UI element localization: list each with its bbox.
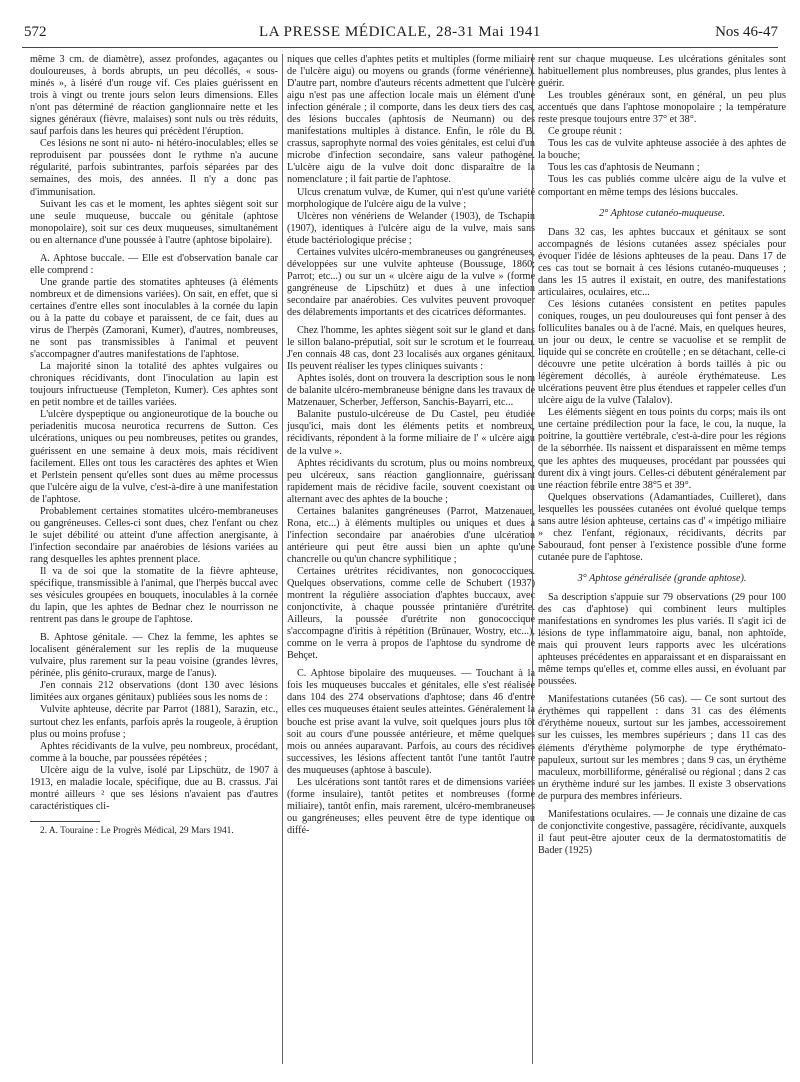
footnote-rule [30,821,100,822]
paragraph: C. Aphtose bipolaire des muqueuses. — Touchant à la fois les muqueuses buccales et génitales, elle s'est réalisée dans 104 des 274 observations d'aphtose; dans 46 d'entre elles ces muqueuses étaient seules atteintes. Généralement la bouche est prise avant la vulve, soit quelques jours plus tôt soit au cours d'une poussée antérieure, et même quelques mois ou années auparavant. Parfois, au cours des récidives successives, les lésions affectent tantôt l'une tantôt l'autre des muqueuses (aphtose à bascule). [287,668,535,776]
paragraph: Tous les cas publiés comme ulcère aigu de la vulve et comportant en même temps des lésions buccales. [538,174,786,198]
paragraph: niques que celles d'aphtes petits et multiples (forme miliaire de l'ulcère aigu) ou moyens ou grands (forme vénérienne). D'autre part, nombre d'auteurs récents admettent que l'ulcère aigu n'est pas une affection locale mais un élément d'une infection générale ; il comporte, dans les deux tiers des cas, des lésions buccales (aphtosis de Neumann) ou des manifestations multiples à distance. Enfin, le rôle du B. crassus, saprophyte normal des voies génitales, est celui d'un microbe d'infection secondaire, sans valeur pathogène. L'ulcère aigu de la vulve doit donc disparaître de la nomenclature ; il fait partie de l'aphtose. [287,54,535,186]
paragraph: rent sur chaque muqueuse. Les ulcérations génitales sont habituellement plus nombreuses, plus grandes, plus lentes à guérir. [538,54,786,90]
paragraph: Probablement certaines stomatites ulcéro-membraneuses ou gangréneuses. Celles-ci sont dues, chez l'enfant ou chez le sujet débilité ou atteint d'une affection anergisante, à l'infection secondaire par anaérobies de lésions variées au rang desquelles les aphtes prennent place. [30,505,278,565]
paragraph: Une grande partie des stomatites aphteuses (à éléments nombreux et de dimensions variées). On sait, en effet, que si certaines d'entre elles sont inoculables à la cornée du lapin ou à la patte du cobaye et paraissent, de ce fait, dues au virus de l'herpès (Zamorani, Kumer), d'autres, nombreuses, ne sont pas transmissibles à l'animal et peuvent s'accompagner d'autres manifestations de l'aphtose. [30,276,278,361]
column-divider-1 [282,54,283,1064]
paragraph: Les troubles généraux sont, en général, un peu plus accentués que dans l'aphtose monopolaire ; la température reste presque toujours entre 37° et 38°. [538,90,786,126]
text-column-2 [287,54,535,837]
paragraph: Ce groupe réunit : [548,126,622,138]
paragraph: Chez l'homme, les aphtes siègent soit sur le gland et dans le sillon balano-préputial, soit sur le scrotum et le fourreau. J'en connais 48 cas, dont 23 localisés aux organes génitaux. Ils peuvent réaliser les types cliniques suivants : [287,325,535,373]
header-rule [22,47,778,48]
paragraph: Tous les cas de vulvite aphteuse associée à des aphtes de la bouche; [538,138,786,162]
page-header [22,24,778,44]
paragraph: Ulcère aigu de la vulve, isolé par Lipschütz, de 1907 à 1913, en maladie locale, spécifique, due au B. crassus. J'ai montré ailleurs ² que ses lésions n'avaient pas d'autres caractéristiques cli- [30,764,278,812]
paragraph: Manifestations cutanées (56 cas). — Ce sont surtout des érythèmes qui rappellent : dans 31 cas des éléments d'érythème noueux, surtout sur les jambes, accessoirement sur les cuisses, les membres supérieurs ; dans 11 cas des éléments d'érythème polymorphe de type érythémato-papuleux, surtout sur les membres ; dans 9 cas, un érythème maculeux, morbilliforme, généralisé ou régional ; dans 2 cas un érythème induré sur les jambes. Il existe 3 observations de purpura des membres inférieurs. [538,694,786,802]
column-divider-2 [532,54,533,1064]
journal-title: LA PRESSE MÉDICALE, 28-31 Mai 1941 [258,24,542,40]
paragraph: Certaines balanites gangréneuses (Parrot, Matzenauer, Rona, etc...) à éléments multiples ou uniques et dues à l'infection secondaire par anaérobies d'une ulcération antérieure qui peut être aussi bien un aphte qu'une chancrelle ou qu'un chancre syphilitique ; [287,505,535,565]
paragraph: Aphtes récidivants du scrotum, plus ou moins nombreux, peu ulcéreux, sans réaction ganglionnaire, guérissant rapidement mais de récidive facile, souvent coexistant ou alternant avec des aphtes de la bouche ; [287,457,535,505]
paragraph: B. Aphtose génitale. — Chez la femme, les aphtes se localisent généralement sur les replis de la muqueuse vulvaire, plus rarement sur la peau voisine (grandes lèvres, périnée, plis génito-cruraux, marge de l'anus). [30,632,278,680]
paragraph: Quelques observations (Adamantiades, Cuilleret), dans lesquelles les poussées cutanées ont évolué quelque temps sans autre lésion aphteuse, certains cas d' « impétigo miliaire » chez l'enfant, régionaux, récidivants, décrits par Sabouraud, font penser à l'existence possible d'une forme cutanée pure de l'aphtose. [538,491,786,563]
paragraph: Ces lésions ne sont ni auto- ni hétéro-inoculables; elles se reproduisent par poussées dont le rythme n'a aucune régularité, parfois subintrantes, parfois séparées par des semaines, des mois, des années. Il n'y a donc pas d'immunisation. [30,138,278,198]
paragraph: Les éléments siègent en tous points du corps; mais ils ont une certaine prédilection pour la face, le cou, la nuque, la poitrine, la gouttière vertébrale, c'est-à-dire pour les régions de la séborrhée. Ils naissent et disparaissent en même temps que les aphtes des muqueuses, procédant par poussées qui durent dix à vingt jours. Celles-ci débutent généralement par une réaction fébrile entre 38°5 et 39°. [538,407,786,491]
paragraph: J'en connais 212 observations (dont 130 avec lésions limitées aux organes génitaux) publiées sous les noms de : [30,680,278,704]
issue-number: Nos 46-47 [715,24,778,40]
paragraph: Il va de soi que la stomatite de la fièvre aphteuse, spécifique, transmissible à l'animal, que l'herpès buccal avec ses vésicules groupées en bouquets, inoculables à la cornée du lapin, que les aphtes de Bednar chez le nourrisson ne rentrent pas dans le groupe de l'aphtose. [30,565,278,626]
paragraph: Les ulcérations sont tantôt rares et de dimensions variées (forme insulaire), tantôt petites et nombreuses (forme miliaire), tantôt enfin, mais rarement, ulcéro-membraneuses ou gangréneuses; elles peuvent être de type identique ou diffé- [287,776,535,836]
paragraph: Aphtes isolés, dont on trouvera la description sous le nom de balanite ulcéro-membraneuse bénigne dans les travaux de Matzenauer, Scherber, Jefferson, Sanchis-Bayarri, etc... [287,373,535,409]
paragraph: L'ulcère dyspeptique ou angioneurotique de la bouche ou periadenitis mucosa neurotica recurrens de Sutton. Ces ulcérations, uniques ou peu nombreuses, petites ou grandes, guérissent en une semaine à deux mois, mais récidivent facilement. Elles ont tous les caractères des aphtes et Wien et Perlstein pensent qu'elles sont dues au même processus que l'ulcère aigu de la vulve, c'est-à-dire à une manifestation de l'aphtose. [30,409,278,505]
paragraph: Certaines urétrites récidivantes, non gonococciques. Quelques observations, comme celle de Schubert (1937) montrent la régulière association d'aphtes buccaux, avec conjonctivite, à chaque poussée printanière d'urétrite. Ailleurs, la poussée d'urétrite non gonococcique s'accompagne d'iritis à répétition (Brünauer, Wostry, etc...), comme on le verra à propos de l'aphtose du syndrome de Behçet. [287,565,535,662]
paragraph: Aphtes récidivants de la vulve, peu nombreux, procédant, comme à la bouche, par poussées répétées ; [30,740,278,764]
paragraph: A. Aphtose buccale. — Elle est d'observation banale car elle comprend : [30,252,278,276]
text-column-1 [30,54,278,837]
paragraph: Dans 32 cas, les aphtes buccaux et génitaux se sont accompagnés de lésions cutanées assez spéciales pour évoquer l'idée de lésions aphteuses de la peau. Dans 17 de ces cas tout se bornait à ces lésions cutanéo-muqueuses ; dans les 15 autres il existait, en outre, des manifestations articulaires, oculaires, etc... [538,226,786,298]
paragraph: Certaines vulvites ulcéro-membraneuses ou gangréneuses, développées sur une vulvite aphteuse (Boussuge, 1860; Parrot; etc...) ou sur un « ulcère aigu de la vulve » (forme gangréneuse de Lipschütz) et dues à une infection secondaire par anaérobies. Ces vulvites peuvent provoquer des délabrements importants et des cicatrices déformantes. [287,246,535,318]
page-number: 572 [24,24,47,40]
paragraph: Balanite pustulo-ulcéreuse de Du Castel, peu étudiée jusqu'ici, mais dont les éléments petits et nombreux, récidivants, répondent à la forme miliaire de l' « ulcère aigu de la vulve ». [287,409,535,457]
text-column-3 [538,54,786,857]
paragraph: Tous les cas d'aphtosis de Neumann ; [548,162,700,174]
paragraph: Sa description s'appuie sur 79 observations (29 pour 100 des cas d'aphtose) qui combinent leurs multiples manifestations en syndromes les plus variés. Il s'agit ici de lésions de type inflammatoire aigu, banal, non aphtoïde, mais qui prouvent leurs rapports avec les ulcérations aphteuses précédentes en apparaissant et en disparaissant en même temps qu'elles et, comme elles aussi, en évoluant par poussées. [538,591,786,688]
paragraph: Vulvite aphteuse, décrite par Parrot (1881), Sarazin, etc., surtout chez les enfants, parfois après la rougeole, à éruption plus ou moins profuse ; [30,704,278,740]
paragraph: Manifestations oculaires. — Je connais une dizaine de cas de conjonctivite congestive, passagère, récidivante, auxquels il faut peut-être ajouter ceux de la dermatostomatitis de Bader (1925) [538,808,786,856]
paragraph: La majorité sinon la totalité des aphtes vulgaires ou chroniques récidivants, dont l'inoculation au lapin est toujours infructueuse (Templeton, Kumer). Ces aphtes sont en petit nombre et de tailles variées. [30,361,278,409]
paragraph: Ulcus crenatum vulvæ, de Kumer, qui n'est qu'une variété morphologique de l'ulcère aigu de la vulve ; [287,186,535,210]
section-heading: 2° Aphtose cutanéo-muqueuse. [599,207,725,219]
paragraph: même 3 cm. de diamètre), assez profondes, agaçantes ou douloureuses, à bords abrupts, un peu décollés, « sous-minés », à liséré d'un rouge vif. Ces plaies guérissent en trois à vingt ou trente jours selon leurs dimensions. Elles n'ont pas déterminé de réaction ganglionnaire nette et les signes généraux (fièvre, malaises) sont nuls ou très réduits, sauf parfois dans les heures qui précèdent l'éruption. [30,54,278,138]
footnote: 2. A. Touraine : Le Progrès Médical, 29 Mars 1941. [40,825,234,836]
section-heading: 3° Aphtose généralisée (grande aphtose). [577,572,747,584]
paragraph: Ulcères non vénériens de Welander (1903), de Tschapin (1907), identiques à l'ulcère aigu de la vulve, mais sans étude bactériologique précise ; [287,210,535,246]
paragraph: Suivant les cas et le moment, les aphtes siègent soit sur une seule muqueuse, buccale ou génitale (aphtose monopolaire), soit sur ces deux muqueuses, simultanément ou en alternance d'une poussée à l'autre (aphtose bipolaire). [30,198,278,246]
paragraph: Ces lésions cutanées consistent en petites papules coniques, rouges, un peu douloureuses qui font penser à des folliculites banales ou à de l'acné. Mais, en quelques heures, un jour ou deux, le centre se vacuolise et se remplit de liquide qui se concrète en croûtelle ; en se détachant, celle-ci découvre une petite ulcération à bords taillés à pic ou légèrement décollés, à auréole érythémateuse. Les ulcérations peuvent être plus étendues et rappeler celles d'un ulcère aigu de la vulve (Talalov). [538,298,786,407]
